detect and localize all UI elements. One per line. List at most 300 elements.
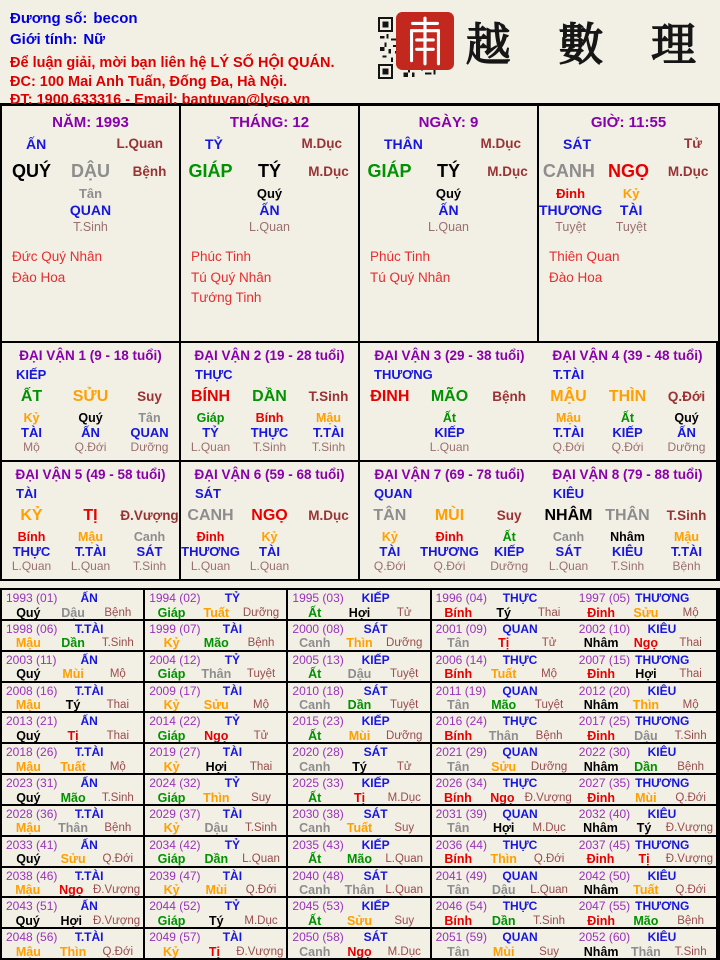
hidden-stem: Kỷ (261, 530, 278, 544)
year-stem: Nhâm (583, 759, 619, 774)
hidden-stem-column (299, 411, 358, 454)
year-cell-top-line (436, 653, 572, 667)
year-cell (575, 837, 718, 868)
year-cell-top-line (149, 838, 283, 852)
year-label: 1998 (06) (6, 621, 58, 636)
year-stage: Suy (251, 791, 271, 804)
year-stem: Bính (443, 790, 472, 805)
year-cell (145, 929, 288, 960)
year-stem: Nhâm (583, 636, 619, 651)
pillar-god-label: THÂN (384, 136, 423, 152)
year-stage: L.Quan (530, 884, 568, 896)
luck-period-god-label: KIÊU (553, 486, 585, 501)
year-branch: Tuất (60, 759, 86, 774)
year-cell (2, 929, 145, 960)
hidden-stem-stage: Tuyệt (555, 220, 587, 234)
year-cell (2, 652, 145, 683)
year-god-label: SÁT (363, 621, 388, 636)
hidden-stem: Quý (256, 186, 283, 201)
year-cell-bottom-line (149, 852, 283, 867)
pillar-stars-list (360, 247, 537, 288)
luck-period-box (181, 462, 360, 581)
hidden-stem-stage: Q.Đới (373, 559, 406, 573)
year-cell-top-line (436, 838, 572, 852)
year-god-label: THƯƠNG (635, 652, 690, 667)
year-stem: Canh (299, 883, 331, 897)
year-branch: Tị (67, 728, 79, 743)
year-cell (432, 868, 575, 899)
hidden-stem-god: TÀI (259, 544, 280, 559)
year-stem: Canh (299, 698, 331, 712)
year-stage: Thai (106, 729, 129, 742)
pillar-day-stage-label: Tử (683, 136, 702, 151)
luck-period-hidden-stems (181, 411, 358, 454)
hidden-stem-stage: L.Quan (11, 559, 52, 573)
year-stem: Quý (16, 852, 41, 867)
pillar-title: THÁNG: 12 (229, 114, 310, 131)
luck-period-stage: Bệnh (492, 389, 527, 404)
luck-period-stage: Q.Đới (667, 389, 706, 404)
year-cell-top-line (292, 930, 426, 944)
year-god-label: QUAN (502, 868, 538, 883)
hidden-stem: Mậu (674, 530, 699, 544)
year-label: 2044 (52) (149, 899, 201, 914)
four-pillars-section (0, 103, 720, 343)
year-cell-bottom-line (436, 667, 572, 682)
year-cell (2, 775, 145, 806)
year-cell-top-line (436, 684, 572, 698)
year-stem: Kỷ (163, 636, 180, 651)
year-label: 2012 (20) (578, 683, 631, 698)
luck-period-branch: SỬU (72, 387, 109, 405)
year-stage: Dưỡng (242, 606, 280, 619)
year-stem: Tân (447, 698, 470, 712)
star-name: Đào Hoa (12, 269, 66, 285)
year-stem: Kỷ (163, 821, 180, 836)
year-cell-bottom-line (436, 728, 572, 743)
year-cell-top-line (579, 591, 713, 605)
year-stem: Kỷ (163, 759, 180, 774)
hidden-stem-god: QUAN (130, 425, 169, 440)
year-stage: T.Sinh (101, 791, 134, 804)
year-cell (288, 929, 431, 960)
year-stem: Nhâm (583, 821, 618, 836)
year-label: 2008 (16) (6, 683, 58, 698)
luck-periods-section (0, 343, 720, 581)
year-branch: Tý (352, 759, 367, 774)
pillar-canchi-row (2, 158, 179, 184)
year-stem: Kỷ (162, 944, 179, 959)
luck-period-stem: BÍNH (190, 387, 231, 405)
hidden-stem: Ất (502, 530, 516, 544)
year-cell (145, 806, 288, 837)
year-cell-top-line (6, 838, 140, 852)
year-cell (575, 744, 718, 775)
year-cell-bottom-line (6, 852, 140, 867)
year-stage: Bệnh (104, 822, 132, 835)
pillar-canchi-row (539, 158, 718, 184)
hidden-stem: Quý (435, 186, 462, 201)
year-stem: Bính (444, 913, 473, 928)
year-stage: T.Sinh (533, 914, 566, 927)
pillar-god-row (2, 136, 179, 155)
hidden-stem-stage: T.Sinh (73, 220, 108, 234)
hidden-stem-god: THỰC (12, 544, 51, 559)
year-cell-top-line (149, 899, 283, 913)
year-branch: Tý (208, 913, 224, 928)
year-stage: T.Sinh (674, 945, 707, 958)
year-branch: Sửu (633, 605, 659, 620)
year-god-label: ẤN (80, 714, 98, 729)
year-label: 2033 (41) (6, 837, 58, 852)
year-branch: Sửu (60, 852, 86, 867)
year-god-label: TỶ (224, 899, 241, 914)
year-cell-top-line (6, 930, 140, 944)
year-stem: Quý (15, 913, 40, 928)
year-god-label: THỰC (502, 714, 538, 729)
pillar-day-stage-label: L.Quan (116, 136, 163, 151)
pillar-box (539, 106, 718, 341)
year-branch: Tị (638, 852, 650, 867)
year-stage: Dưỡng (530, 760, 568, 773)
year-branch: Tị (353, 790, 366, 805)
star-name: Đức Quý Nhân (12, 249, 103, 264)
year-label: 2003 (11) (6, 652, 57, 667)
year-cell-top-line (579, 930, 713, 944)
pillar-stem: QUÝ (11, 160, 51, 181)
pillar-hidden-stems (539, 186, 718, 235)
year-stage: Mộ (109, 760, 126, 773)
year-stem: Ất (308, 790, 322, 805)
year-cell-bottom-line (149, 636, 283, 651)
year-branch: Dần (491, 913, 516, 928)
year-label: 2014 (22) (149, 714, 201, 729)
year-cell-bottom-line (579, 728, 713, 743)
hidden-stem: Quý (674, 411, 699, 425)
luck-period-god-label: KIẾP (16, 367, 47, 382)
pillar-stage: M.Dục (667, 163, 709, 179)
year-branch: Thân (344, 883, 375, 897)
year-branch: Mão (60, 790, 86, 805)
year-stage: Tuyệt (534, 699, 564, 711)
year-stem: Giáp (157, 728, 186, 743)
year-god-label: ẤN (80, 652, 98, 667)
hidden-stem: Canh (552, 530, 585, 544)
year-cell-bottom-line (579, 605, 713, 620)
luck-period-branch: NGỌ (251, 506, 288, 524)
year-stem: Ất (308, 728, 322, 743)
year-branch: Sửu (491, 759, 517, 774)
year-god-label: TỶ (224, 591, 241, 605)
hidden-stem: Mậu (78, 530, 103, 544)
hidden-stem-stage: T.Sinh (311, 440, 346, 454)
luck-period-hidden-stems (360, 530, 539, 573)
year-cell-bottom-line (436, 852, 572, 867)
red-seal-icon (396, 12, 454, 70)
year-branch: Mùi (635, 790, 657, 805)
year-stem: Nhâm (583, 944, 619, 959)
year-god-label: T.TÀI (74, 745, 104, 760)
hidden-stem-column (61, 530, 120, 573)
year-cell-top-line (149, 653, 283, 667)
hidden-stem-god: QUAN (69, 202, 112, 218)
year-cell-bottom-line (436, 883, 572, 898)
year-cell (145, 621, 288, 652)
year-stem: Giáp (157, 667, 186, 682)
hidden-stem-stage: Bệnh (672, 559, 701, 573)
year-cell (145, 775, 288, 806)
hidden-stem-god: T.TÀI (312, 425, 345, 440)
year-label: 2025 (33) (292, 776, 344, 790)
luck-period-stem: ĐINH (370, 387, 410, 405)
year-cell (575, 590, 718, 621)
year-god-label: SÁT (363, 806, 388, 821)
year-cell-top-line (292, 591, 426, 605)
year-cell-top-line (579, 807, 713, 821)
year-stage: Thai (106, 699, 129, 711)
year-stage: Bệnh (677, 914, 705, 927)
luck-period-box (360, 343, 539, 462)
year-cell (432, 806, 575, 837)
year-label: 2029 (37) (149, 806, 201, 821)
gender-label: Giới tính: (10, 31, 78, 48)
luck-period-god-label: SÁT (195, 486, 221, 501)
year-cell (432, 652, 575, 683)
year-branch: Hợi (348, 605, 371, 620)
hidden-stem-god: TÀI (21, 425, 42, 440)
year-cell-bottom-line (579, 944, 713, 959)
year-god-label: KIÊU (647, 930, 677, 945)
luck-period-box (181, 343, 360, 462)
hidden-stem-column (360, 530, 420, 573)
year-stage: L.Quan (242, 853, 280, 866)
year-cell (145, 898, 288, 929)
luck-period-stem: MẬU (550, 387, 587, 405)
hidden-stem: Ất (442, 411, 457, 425)
year-cell-bottom-line (292, 790, 426, 805)
year-cell-top-line (292, 622, 426, 636)
year-stem: Ất (308, 852, 322, 867)
luck-period-stage: T.Sinh (666, 508, 707, 523)
luck-period-god-label: THỰC (195, 367, 233, 382)
year-cell-bottom-line (579, 759, 713, 774)
year-stage: Tuyệt (390, 668, 419, 681)
hidden-stem-column (2, 411, 61, 454)
hidden-stem-god: KIẾP (434, 425, 465, 440)
luck-period-stem: TÂN (373, 506, 407, 524)
year-cell-bottom-line (579, 913, 713, 928)
luck-period-canchi-row (181, 384, 358, 409)
hidden-stem: Đinh (196, 530, 225, 544)
year-cell (288, 621, 431, 652)
year-cell-top-line (149, 776, 283, 790)
hidden-stem: Đinh (556, 186, 586, 201)
year-god-label: THỰC (502, 776, 538, 790)
year-label: 2032 (40) (578, 806, 631, 821)
year-stem: Bính (444, 852, 473, 867)
year-cell-bottom-line (292, 821, 426, 836)
hidden-stem-column (539, 530, 598, 573)
year-stage: Tuyệt (246, 668, 276, 681)
year-god-label: THƯƠNG (635, 591, 690, 605)
year-branch: Mùi (492, 944, 515, 959)
year-cell (288, 713, 431, 744)
year-label: 2016 (24) (435, 714, 487, 729)
pillar-box (2, 106, 181, 341)
year-cell-top-line (6, 653, 140, 667)
year-cell-bottom-line (6, 913, 140, 928)
star-name: Thiên Quan (549, 249, 620, 264)
year-cell-bottom-line (149, 728, 283, 743)
year-cell (432, 621, 575, 652)
year-cell (288, 683, 431, 714)
hidden-stem-stage: Mộ (23, 440, 40, 454)
luck-period-branch: MÙI (434, 506, 465, 524)
pillar-stem: CANH (542, 160, 595, 181)
year-label: 1997 (05) (578, 591, 631, 605)
hidden-stem-stage: L.Quan (249, 559, 290, 573)
year-god-label: KIẾP (361, 714, 390, 729)
year-label: 2036 (44) (435, 837, 487, 852)
year-label: 2000 (08) (292, 621, 344, 636)
year-label: 2052 (60) (578, 930, 631, 945)
year-cell (432, 775, 575, 806)
year-god-label: T.TÀI (74, 683, 104, 698)
year-stage: Đ.Vượng (665, 853, 713, 866)
pillar-god-row (360, 136, 537, 155)
year-label: 2013 (21) (6, 714, 58, 729)
pillar-branch: TÝ (257, 160, 281, 181)
year-god-label: THƯƠNG (635, 837, 690, 852)
year-stem: Tân (447, 821, 470, 836)
year-god-label: KIẾP (361, 652, 390, 667)
pillar-day-stage-label: M.Dục (480, 136, 521, 151)
year-god-label: KIÊU (647, 621, 677, 636)
year-label: 2019 (27) (149, 745, 201, 760)
year-stage: Đ.Vượng (92, 914, 141, 927)
year-cell (432, 929, 575, 960)
year-branch: Mão (491, 698, 517, 712)
year-label: 2039 (47) (149, 868, 201, 883)
hidden-stem-god: TÀI (379, 544, 401, 559)
year-cell-bottom-line (436, 913, 572, 928)
hidden-stem: Ất (620, 411, 635, 425)
year-cell (2, 621, 145, 652)
year-cell-bottom-line (6, 667, 140, 682)
year-cell-bottom-line (436, 605, 572, 620)
year-stem: Mậu (15, 698, 41, 712)
year-god-label: T.TÀI (74, 621, 104, 636)
year-label: 2009 (17) (149, 683, 201, 698)
year-label: 2035 (43) (292, 837, 344, 852)
pillar-god-row (181, 136, 358, 155)
luck-period-title: ĐẠI VẬN 3 (29 - 38 tuổi) (374, 348, 525, 363)
year-cell (145, 652, 288, 683)
year-god-label: TỶ (224, 652, 241, 667)
year-branch: Thìn (490, 852, 517, 867)
year-stage: Mộ (541, 668, 558, 681)
year-stage: Tử (253, 729, 269, 742)
year-cell-top-line (292, 807, 426, 821)
year-label: 2024 (32) (149, 776, 201, 790)
year-cell (575, 929, 718, 960)
year-stem: Ất (308, 605, 322, 620)
year-cell-bottom-line (149, 913, 283, 928)
hidden-stem-god: TÀI (619, 202, 643, 218)
luck-period-title: ĐẠI VẬN 1 (9 - 18 tuổi) (19, 348, 162, 363)
year-god-label: TÀI (222, 806, 243, 821)
year-cell-bottom-line (436, 821, 572, 836)
pillar-canchi-row (181, 158, 358, 184)
year-branch: Sửu (203, 698, 229, 712)
pillar-stem: GIÁP (188, 160, 233, 181)
year-cell-bottom-line (6, 883, 140, 898)
year-cell (432, 837, 575, 868)
year-stage: M.Dục (532, 822, 566, 835)
year-stem: Đinh (587, 913, 616, 928)
year-cell-top-line (6, 807, 140, 821)
hidden-stem-stage: L.Quan (190, 559, 231, 573)
luck-period-hidden-stems (2, 530, 179, 573)
pillar-title: NGÀY: 9 (418, 114, 479, 131)
year-god-label: QUAN (502, 806, 538, 821)
year-stage: Bệnh (247, 637, 275, 650)
year-cell (2, 713, 145, 744)
year-label: 2007 (15) (578, 652, 631, 667)
year-branch: Mùi (205, 883, 228, 897)
pillar-stars-list (181, 247, 358, 309)
year-branch: Dần (634, 759, 658, 774)
year-cell-top-line (149, 745, 283, 759)
year-stem: Đinh (586, 852, 615, 867)
year-label: 2049 (57) (149, 930, 201, 945)
hidden-stem-stage: L.Quan (427, 220, 469, 234)
year-cell-top-line (579, 653, 713, 667)
hidden-stem-column (539, 186, 602, 235)
hidden-stem-god: THƯƠNG (420, 544, 479, 559)
hidden-stem-column (240, 186, 299, 235)
year-stem: Đinh (587, 790, 616, 805)
brand-logo (396, 8, 712, 73)
year-cell-bottom-line (149, 821, 283, 836)
year-cell (288, 775, 431, 806)
year-stem: Tân (447, 944, 470, 959)
year-stage: Suy (394, 822, 415, 835)
year-cell-bottom-line (436, 698, 572, 713)
pillar-god-label: SÁT (563, 136, 591, 152)
year-branch: Dậu (347, 667, 372, 682)
year-cell-top-line (436, 776, 572, 790)
year-stage: Tử (541, 637, 557, 650)
luck-period-hidden-stems (2, 411, 179, 454)
year-stage: L.Quan (385, 884, 424, 896)
year-branch: Ngọ (59, 883, 84, 897)
hidden-stem-god: KIÊU (611, 544, 644, 559)
year-cell-bottom-line (292, 667, 426, 682)
year-label: 2022 (30) (578, 745, 631, 760)
hidden-stem-column (657, 411, 716, 454)
year-cell-top-line (579, 684, 713, 698)
header (0, 0, 720, 108)
year-label: 2005 (13) (292, 652, 344, 667)
hidden-stem: Nhâm (610, 530, 645, 544)
hidden-stem-column (598, 530, 657, 573)
hidden-stem-column (120, 530, 179, 573)
year-cell-top-line (149, 869, 283, 883)
year-cell-bottom-line (436, 759, 572, 774)
year-god-label: TỶ (224, 714, 241, 729)
year-stage: Suy (539, 945, 559, 958)
